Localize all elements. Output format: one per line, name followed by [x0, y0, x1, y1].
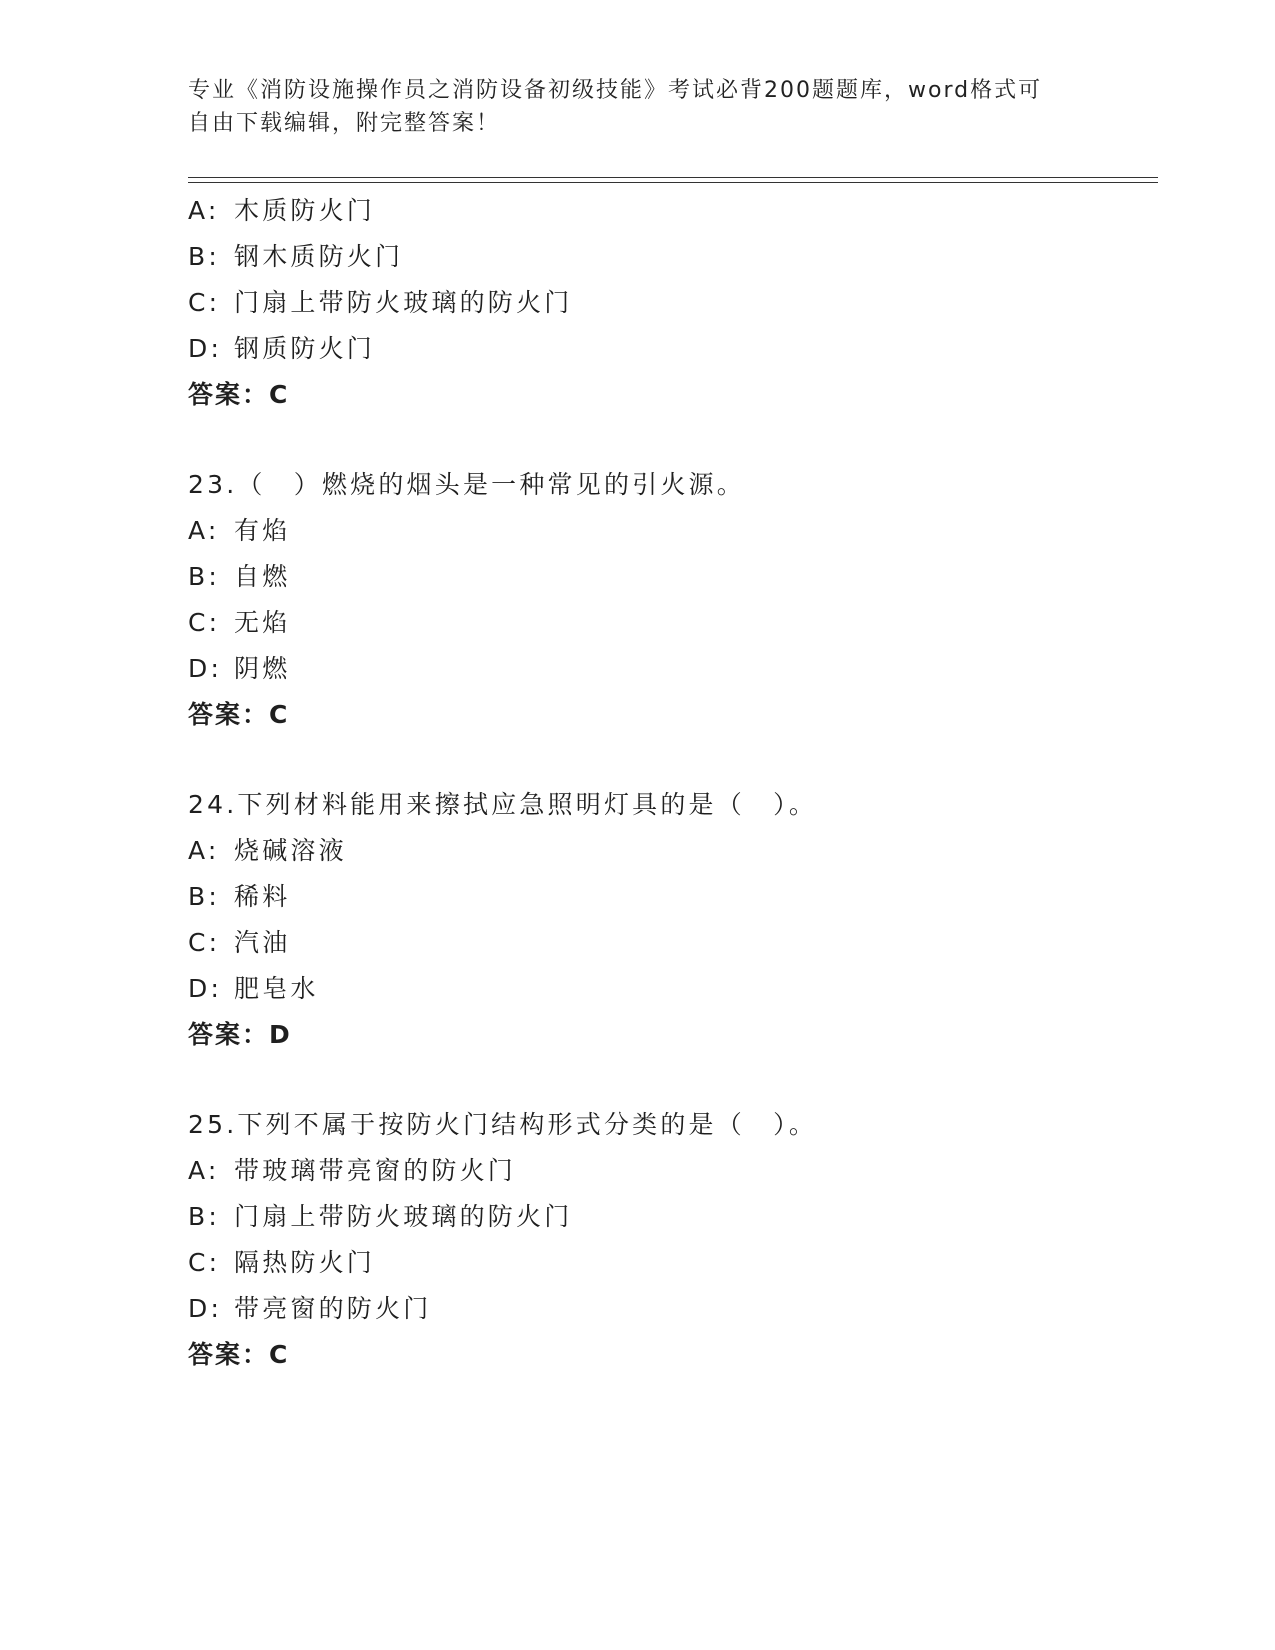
- option-b: B: 稀料: [188, 882, 291, 911]
- option-a: A: 烧碱溶液: [188, 836, 347, 865]
- option-d: D: 肥皂水: [188, 974, 319, 1003]
- option-b: B: 门扇上带防火玻璃的防火门: [188, 1202, 573, 1231]
- spacer: [188, 738, 1158, 782]
- question-block-25: [188, 1102, 1158, 1378]
- option-b: B: 自燃: [188, 562, 291, 591]
- option-a: A: 带玻璃带亮窗的防火门: [188, 1156, 517, 1185]
- option-c: C: 汽油: [188, 928, 291, 957]
- option-b: B: 钢木质防火门: [188, 242, 404, 271]
- option-a: A: 木质防火门: [188, 196, 376, 225]
- option-d: D: 带亮窗的防火门: [188, 1294, 432, 1323]
- question-stem: 24.下列材料能用来擦拭应急照明灯具的是（ ）。: [188, 790, 818, 819]
- answer-line: 答案：C: [188, 380, 290, 409]
- answer-line: 答案：D: [188, 1020, 292, 1049]
- document-header: [188, 74, 1088, 140]
- header-line-1: 专业《消防设施操作员之消防设备初级技能》考试必背200题题库，word格式可: [188, 78, 1043, 103]
- header-line-2: 自由下载编辑，附完整答案！: [188, 111, 501, 136]
- spacer: [188, 1058, 1158, 1102]
- question-list: [188, 188, 1158, 1378]
- option-d: D: 钢质防火门: [188, 334, 376, 363]
- question-block-24: [188, 782, 1158, 1058]
- header-divider-bottom: [188, 182, 1158, 183]
- spacer: [188, 418, 1158, 462]
- option-c: C: 隔热防火门: [188, 1248, 376, 1277]
- option-c: C: 门扇上带防火玻璃的防火门: [188, 288, 573, 317]
- answer-line: 答案：C: [188, 700, 290, 729]
- question-block-22: [188, 188, 1158, 418]
- header-divider-top: [188, 177, 1158, 178]
- option-a: A: 有焰: [188, 516, 291, 545]
- option-d: D: 阴燃: [188, 654, 291, 683]
- option-c: C: 无焰: [188, 608, 291, 637]
- question-stem: 23.（ ）燃烧的烟头是一种常见的引火源。: [188, 470, 745, 499]
- answer-line: 答案：C: [188, 1340, 290, 1369]
- question-block-23: [188, 462, 1158, 738]
- question-stem: 25.下列不属于按防火门结构形式分类的是（ ）。: [188, 1110, 818, 1139]
